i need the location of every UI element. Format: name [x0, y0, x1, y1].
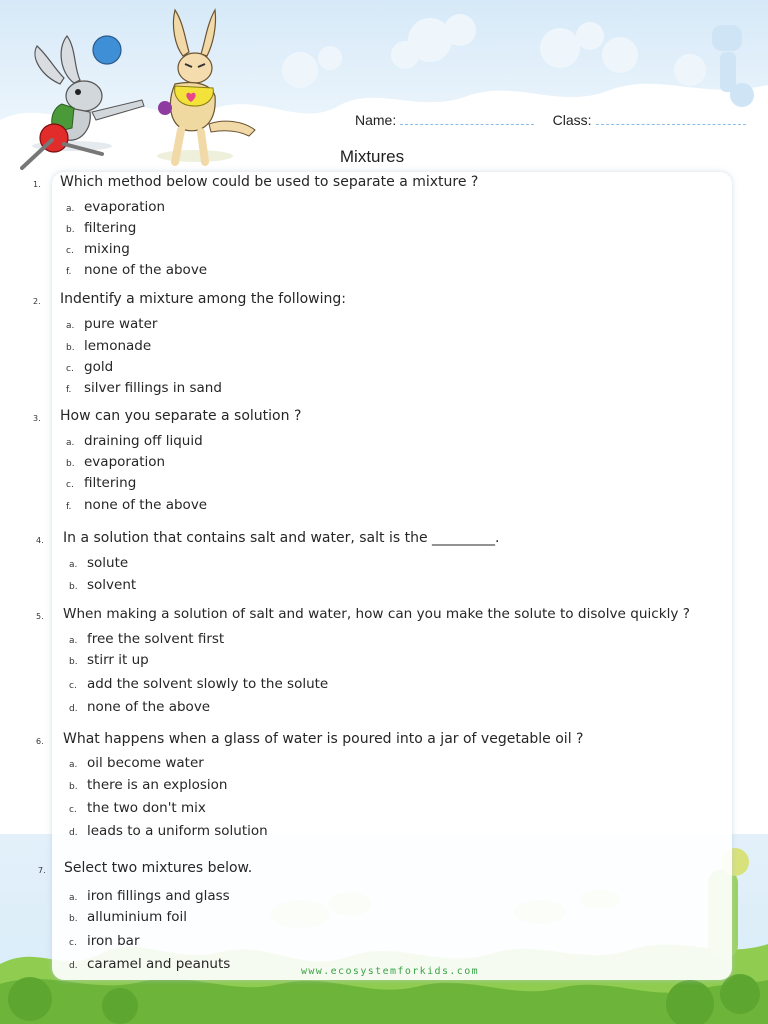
option-text: alluminium foil — [87, 909, 188, 925]
option-text: lemonade — [84, 338, 152, 354]
question-text: When making a solution of salt and water, how can you make the solute to disolve quickly ? — [63, 606, 690, 622]
option-text: filtering — [84, 220, 137, 236]
option-text: evaporation — [84, 454, 166, 470]
question-text: What happens when a glass of water is poured into a jar of vegetable oil ? — [63, 731, 584, 747]
name-blank[interactable] — [400, 112, 534, 125]
option-item[interactable] — [69, 676, 328, 692]
option-item[interactable] — [69, 755, 204, 771]
option-item[interactable] — [66, 433, 203, 449]
option-text: the two don't mix — [87, 800, 206, 816]
option-item[interactable] — [66, 380, 222, 396]
option-letter: a. — [66, 321, 75, 331]
option-letter: b. — [66, 225, 75, 235]
option-text: none of the above — [84, 497, 208, 513]
option-text: pure water — [84, 316, 158, 332]
class-label: Class: — [552, 112, 592, 128]
option-letter: c. — [66, 364, 74, 374]
option-item[interactable] — [69, 909, 187, 925]
question-text: Select two mixtures below. — [64, 860, 253, 876]
option-item[interactable] — [69, 933, 140, 949]
option-item[interactable] — [66, 220, 136, 236]
question-text: Indentify a mixture among the following: — [60, 291, 346, 307]
question-number: 1. — [33, 180, 41, 189]
option-item[interactable] — [66, 338, 151, 354]
option-text: evaporation — [84, 199, 166, 215]
option-item[interactable] — [69, 888, 230, 904]
option-item[interactable] — [69, 823, 268, 839]
option-letter: a. — [69, 760, 78, 770]
option-text: stirr it up — [87, 652, 149, 668]
option-item[interactable] — [69, 631, 224, 647]
option-text: free the solvent first — [87, 631, 225, 647]
question-number: 7. — [38, 866, 46, 875]
option-letter: d. — [69, 828, 78, 838]
option-text: add the solvent slowly to the solute — [87, 676, 329, 692]
option-letter: c. — [69, 805, 77, 815]
option-text: mixing — [84, 241, 130, 257]
question-text: In a solution that contains salt and water, salt is the _________. — [63, 530, 500, 546]
option-letter: b. — [69, 782, 78, 792]
question-number: 5. — [36, 612, 44, 621]
option-letter: c. — [69, 938, 77, 948]
option-text: oil become water — [87, 755, 204, 771]
option-text: none of the above — [87, 699, 211, 715]
option-item[interactable] — [66, 199, 165, 215]
question-number: 6. — [36, 737, 44, 746]
option-item[interactable] — [66, 359, 113, 375]
option-item[interactable] — [66, 316, 157, 332]
question-number: 4. — [36, 536, 44, 545]
option-letter: f. — [66, 385, 72, 395]
question-text: Which method below could be used to separate a mixture ? — [60, 174, 479, 190]
option-item[interactable] — [69, 577, 136, 593]
option-letter: b. — [69, 914, 78, 924]
option-letter: c. — [66, 480, 74, 490]
option-letter: b. — [66, 343, 75, 353]
name-class-line — [355, 112, 746, 129]
option-text: solute — [87, 555, 129, 571]
option-item[interactable] — [69, 777, 227, 793]
option-letter: a. — [69, 560, 78, 570]
name-label: Name: — [355, 112, 397, 128]
class-blank[interactable] — [596, 112, 746, 125]
option-letter: d. — [69, 704, 78, 714]
option-text: leads to a uniform solution — [87, 823, 268, 839]
option-text: draining off liquid — [84, 433, 203, 449]
option-item[interactable] — [69, 652, 149, 668]
option-letter: a. — [69, 636, 78, 646]
option-letter: d. — [69, 961, 78, 971]
option-text: solvent — [87, 577, 137, 593]
option-item[interactable] — [66, 475, 136, 491]
option-letter: c. — [69, 681, 77, 691]
option-text: silver fillings in sand — [84, 380, 222, 396]
option-letter: b. — [69, 582, 78, 592]
page-title: Mixtures — [339, 147, 405, 166]
option-item[interactable] — [69, 800, 206, 816]
website-footer[interactable]: www.ecosystemforkids.com — [300, 966, 480, 977]
question-text: How can you separate a solution ? — [60, 408, 302, 424]
option-letter: a. — [66, 438, 75, 448]
option-letter: f. — [66, 267, 72, 277]
option-text: filtering — [84, 475, 137, 491]
option-text: caramel and peanuts — [87, 956, 231, 972]
option-item[interactable] — [66, 241, 130, 257]
option-text: there is an explosion — [87, 777, 228, 793]
option-letter: b. — [66, 459, 75, 469]
option-item[interactable] — [69, 555, 128, 571]
option-letter: b. — [69, 657, 78, 667]
question-number: 3. — [33, 414, 41, 423]
option-letter: c. — [66, 246, 74, 256]
question-number: 2. — [33, 297, 41, 306]
option-item[interactable] — [66, 497, 207, 513]
option-letter: f. — [66, 502, 72, 512]
option-letter: a. — [66, 204, 75, 214]
option-text: iron bar — [87, 933, 140, 949]
option-item[interactable] — [66, 262, 207, 278]
option-letter: a. — [69, 893, 78, 903]
option-text: gold — [84, 359, 114, 375]
option-text: iron fillings and glass — [87, 888, 230, 904]
option-text: none of the above — [84, 262, 208, 278]
option-item[interactable] — [69, 699, 210, 715]
option-item[interactable] — [66, 454, 165, 470]
